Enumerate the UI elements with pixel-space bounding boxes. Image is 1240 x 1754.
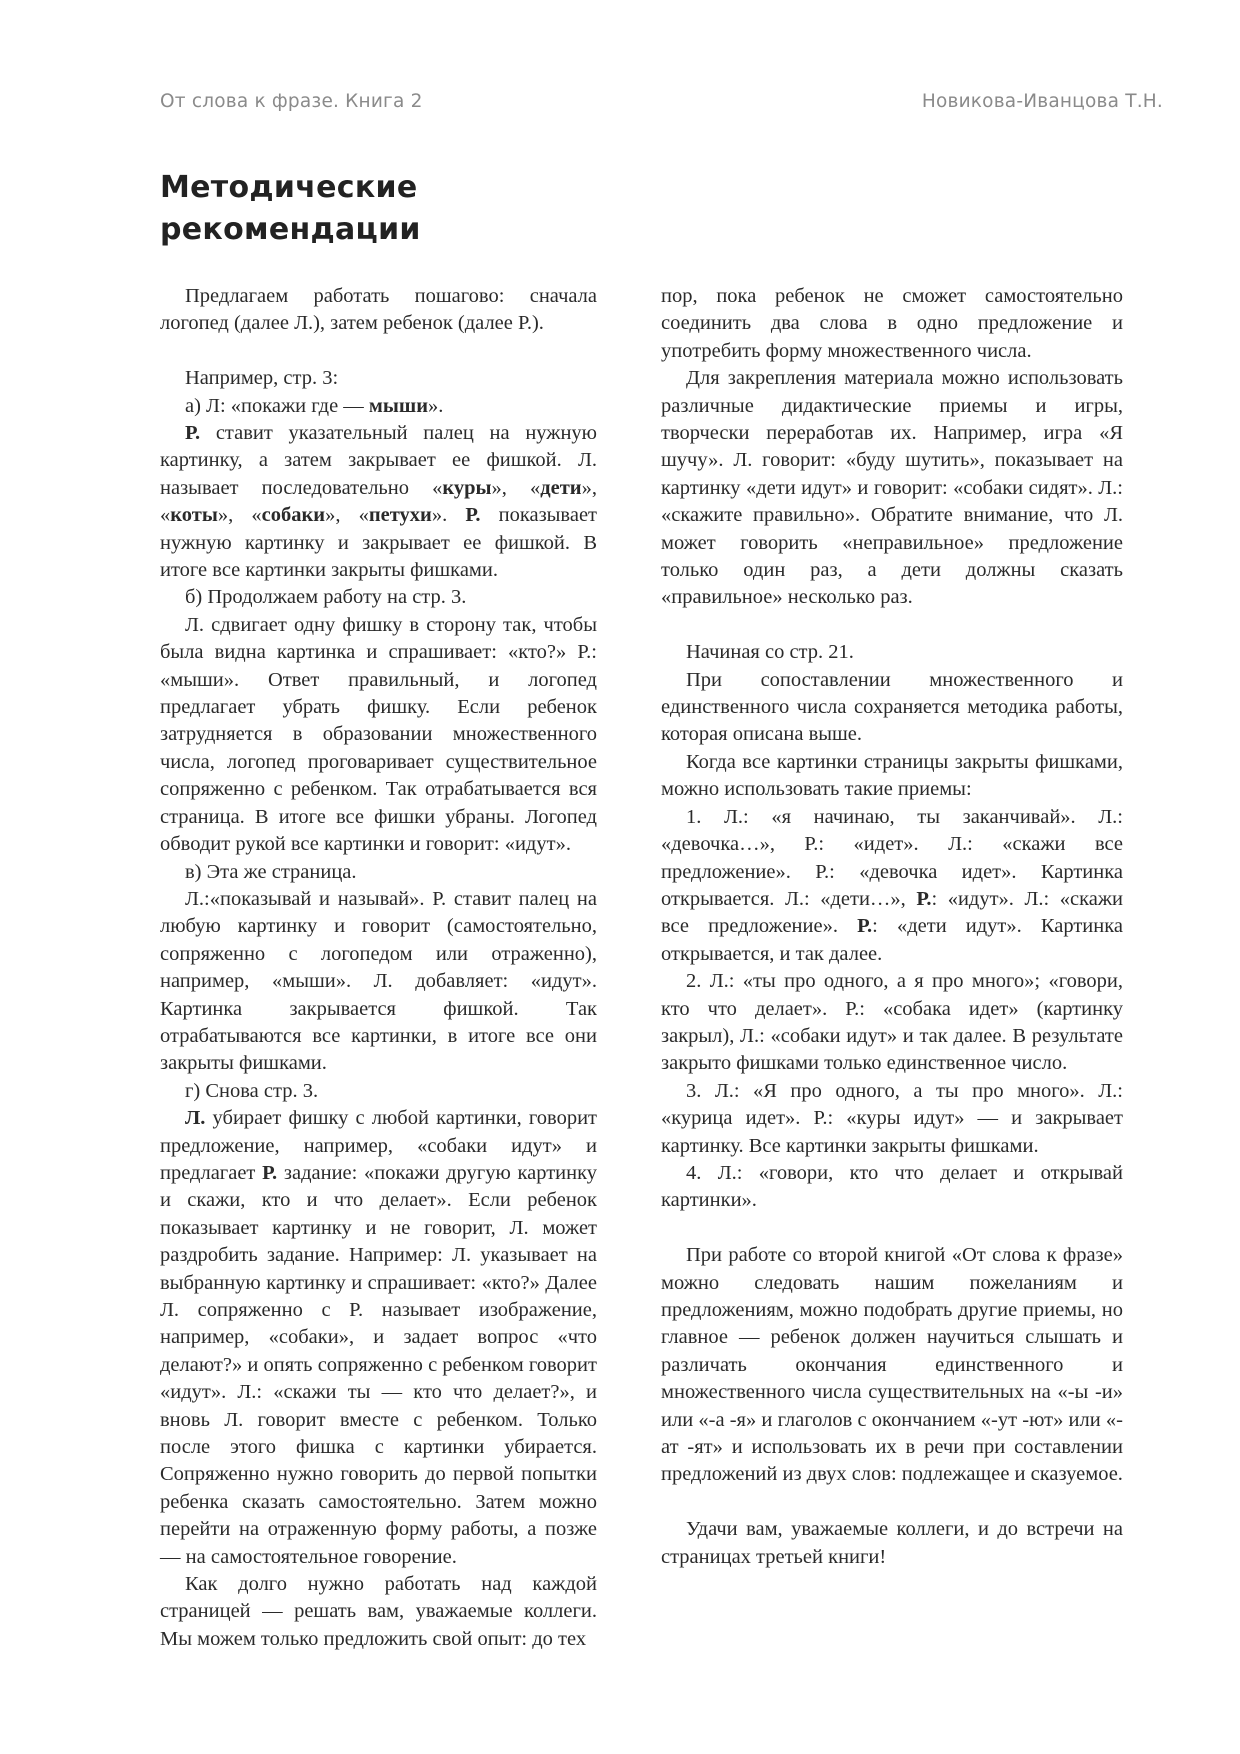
running-head-book-title: От слова к фразе. Книга 2 <box>160 91 423 112</box>
paragraph-intro: Предлагаем работать пошагово: сначала логопед (далее Л.), затем ребенок (далее Р.). <box>160 285 597 335</box>
paragraph-step-b-details: Л. сдвигает одну фишку в сторону так, чтобы была видна картинка и спрашивает: «кто?» Р.: «мыши». Ответ правильный, и логопед предлагает убрать фишку. Если ребенок затрудняется в образовании множественного числа, логопед проговаривает существительное сопряженно с ребенком. Так отрабатывается вся страница. В итоге все фишки убраны. Логопед обводит рукой все картинки и говорит: «идут». <box>160 613 597 856</box>
running-head-author: Новикова-Иванцова Т.Н. <box>921 91 1163 112</box>
paragraph-reinforcement: Для закрепления материала можно использовать различные дидактические приемы и игры, творчески переработав их. Например, игра «Я шучу». Л. говорит: «буду шутить», показывает на картинку «дети идут» и говорит: «собаки сидят». Л.: «скажите правильно». Обратите внимание, что Л. может говорить «неправильное» предложение только один раз, а дети должны сказать «правильное» несколько раз. <box>661 367 1123 609</box>
paragraph-step-d: г) Снова стр. 3. <box>185 1079 319 1102</box>
page-title-line-1: Методические <box>160 170 418 205</box>
paragraph-from-page-21: Начиная со стр. 21. <box>686 641 854 664</box>
paragraph-technique-2: 2. Л.: «ты про одного, а я про много»; «говори, кто что делает». Р.: «собака идет» (картинку закрыл), Л.: «собаки идут» и так далее. В результате закрыто фишками только единственное число. <box>661 970 1123 1075</box>
paragraph-technique-1: 1. Л.: «я начинаю, ты заканчивай». Л.: «девочка…», Р.: «идет». Л.: «скажи все предложение». Р.: «девочка идет». Картинка открывается. Л.: «дети…», Р.: «идут». Л.: «скажи все предложение». Р.: «дети идут». Картинка открывается, и так далее. <box>661 805 1123 965</box>
left-column <box>160 283 597 1653</box>
paragraph-example-page: Например, стр. 3: <box>185 367 339 390</box>
paragraph-closing: Удачи вам, уважаемые коллеги, и до встречи на страницах третьей книги! <box>661 1518 1123 1568</box>
paragraph-duration-continued: пор, пока ребенок не сможет самостоятельно соединить два слова в одно предложение и употребить форму множественного числа. <box>661 285 1123 362</box>
paragraph-step-d-details: Л. убирает фишку с любой картинки, говорит предложение, например, «собаки идут» и предлагает Р. задание: «покажи другую картинку и скажи, кто и что делает». Если ребенок показывает картинку и не говорит, Л. может раздробить задание. Например: Л. указывает на выбранную картинку и спрашивает: «кто?» Далее Л. сопряженно с Р. называет изображение, например, «собаки», и задает вопрос «что делают?» и опять сопряженно с ребенком говорит «идут». Л.: «скажи ты — кто что делает?», и вновь Л. говорит вместе с ребенком. Только после этого фишка с картинки убирается. Сопряженно нужно говорить до первой попытки ребенка сказать самостоятельно. Затем можно перейти на отраженную форму работы, а позже — на самостоятельное говорение. <box>160 1107 598 1568</box>
paragraph-step-c-details: Л.:«показывай и называй». Р. ставит палец на любую картинку и говорит (самостоятельно, сопряженно с логопедом или отраженно), например, «мыши». Л. добавляет: «идут». Картинка закрывается фишкой. Так отрабатываются все картинки, в итоге все они закрыты фишками. <box>160 887 597 1075</box>
paragraph-comparison: При сопоставлении множественного и единственного числа сохраняется методика работы, которая описана выше. <box>661 668 1123 746</box>
page-title <box>160 167 421 251</box>
paragraph-summary: При работе со второй книгой «От слова к фразе» можно следовать нашим пожеланиям и предложениям, можно подобрать другие приемы, но главное — ребенок должен научиться слышать и различать окончания единственного и множественного числа существительных на «-ы -и» или «-а -я» и глаголов с окончанием «-ут -ют» или «-ат -ят» и использовать их в речи при составлении предложений из двух слов: подлежащее и сказуемое. <box>661 1244 1123 1486</box>
paragraph-step-c: в) Эта же страница. <box>185 860 357 883</box>
paragraph-step-b: б) Продолжаем работу на стр. 3. <box>185 586 467 609</box>
right-column <box>661 283 1123 1571</box>
paragraph-step-a: а) Л: «покажи где — мыши». <box>185 394 444 417</box>
paragraph-step-a-details: Р. ставит указательный палец на нужную картинку, а затем закрывает ее фишкой. Л. называет последовательно «куры», «дети», «коты», «собаки», «петухи». Р. показывает нужную картинку и закрывает ее фишкой. В итоге все картинки закрыты фишками. <box>160 422 597 582</box>
paragraph-technique-4: 4. Л.: «говори, кто что делает и открывай картинки». <box>661 1161 1123 1212</box>
paragraph-technique-3: 3. Л.: «Я про одного, а ты про много». Л.: «курица идет». Р.: «куры идут» — и закрывает картинку. Все картинки закрыты фишками. <box>661 1079 1123 1157</box>
paragraph-techniques-intro: Когда все картинки страницы закрыты фишками, можно использовать такие приемы: <box>661 750 1123 801</box>
page-title-line-2: рекомендации <box>160 212 421 247</box>
paragraph-duration: Как долго нужно работать над каждой страницей — решать вам, уважаемые коллеги. Мы можем только предложить свой опыт: до тех <box>160 1573 597 1650</box>
